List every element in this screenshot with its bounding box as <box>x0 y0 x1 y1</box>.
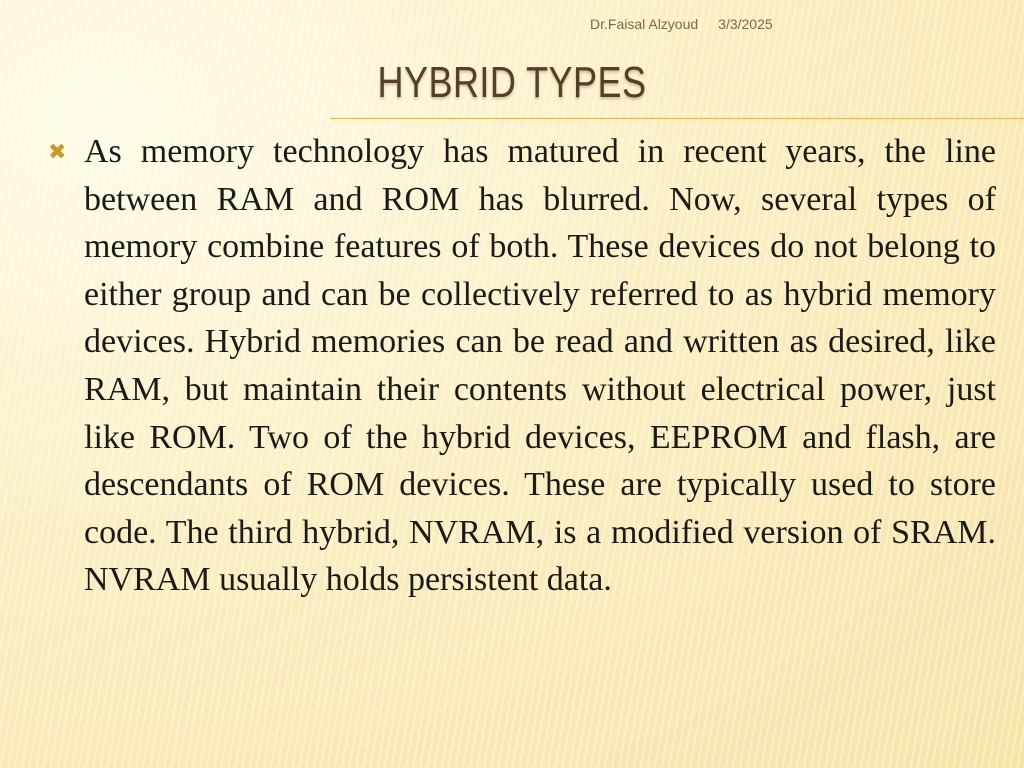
bullet-paragraph: As memory technology has matured in recent years, the line between RAM and ROM has blurred. Now, several types of memory combine features of both. These devices do not belong to either group and can be collectively referred to as hybrid memory devices. Hybrid memories can be read and written as desired, like RAM, but maintain their contents without electrical power, just like ROM. Two of the hybrid devices, EEPROM and flash, are descendants of ROM devices. These are typically used to store code. The third hybrid, NVRAM, is a modified version of SRAM. NVRAM usually holds persistent data. <box>84 133 996 599</box>
slide-title: HYBRID TYPES <box>377 58 647 107</box>
x-mark-bullet-icon: ✖ <box>48 140 67 165</box>
title-divider <box>330 118 1024 119</box>
date-label: 3/3/2025 <box>718 16 773 32</box>
slide-header-meta <box>590 16 773 32</box>
author-label: Dr.Faisal Alzyoud <box>590 16 699 32</box>
